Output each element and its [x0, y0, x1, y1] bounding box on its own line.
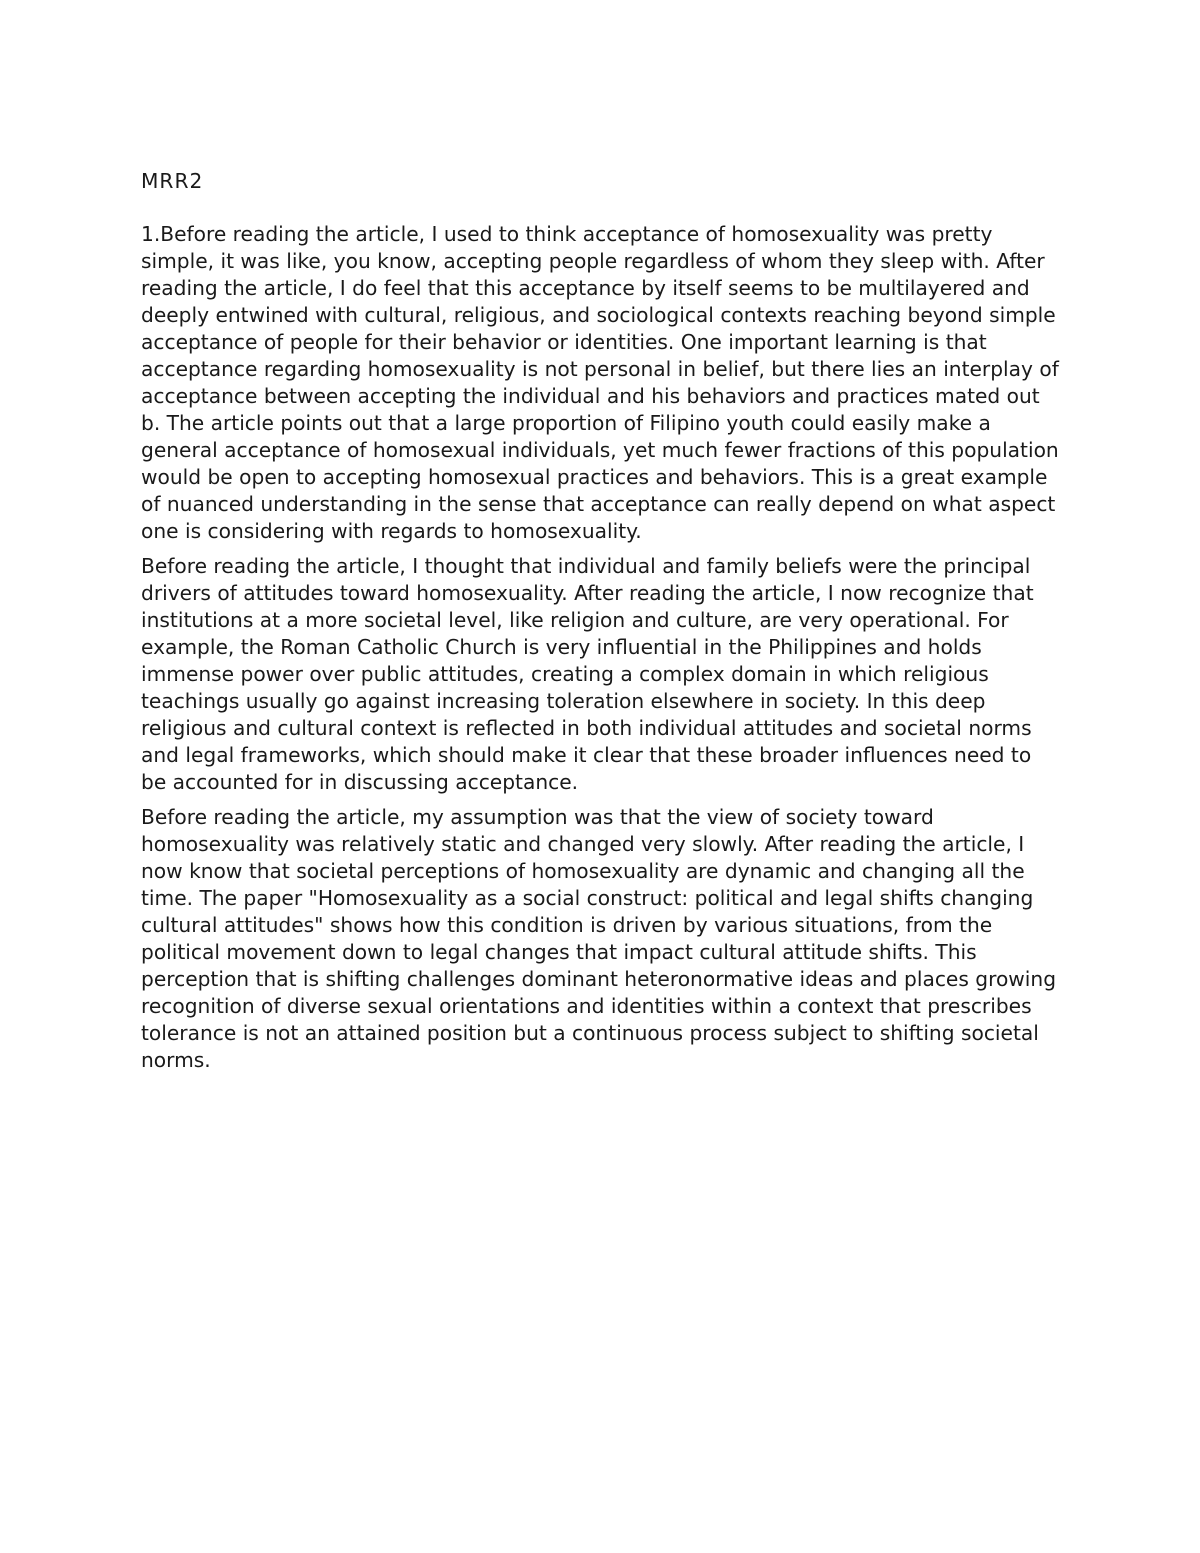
paragraph-2: Before reading the article, I thought that individual and family beliefs were the principal drivers of attitudes toward homosexuality. After reading the article, I now recognize that institutions at a more societal level, like religion and culture, are very operational. For example, the Roman Catholic Church is very influential in the Philippines and holds immense power over public attitudes, creating a complex domain in which religious teachings usually go against increasing toleration elsewhere in society. In this deep religious and cultural context is reflected in both individual attitudes and societal norms and legal frameworks, which should make it clear that these broader influences need to be accounted for in discussing acceptance.	[141, 554, 1034, 794]
paragraph-1: 1.Before reading the article, I used to think acceptance of homosexuality was pretty simple, it was like, you know, accepting people regardless of whom they sleep with. After reading the article, I do feel that this acceptance by itself seems to be multilayered and deeply entwined with cultural, religious, and sociological contexts reaching beyond simple acceptance of people for their behavior or identities. One important learning is that acceptance regarding homosexuality is not personal in belief, but there lies an interplay of acceptance between accepting the individual and his behaviors and practices mated out b. The article points out that a large proportion of Filipino youth could easily make a general acceptance of homosexual individuals, yet much fewer fractions of this population would be open to accepting homosexual practices and behaviors. This is a great example of nuanced understanding in the sense that acceptance can really depend on what aspect one is considering with regards to homosexuality.	[141, 222, 1059, 543]
paragraph-3: Before reading the article, my assumption was that the view of society toward homosexuality was relatively static and changed very slowly. After reading the article, I now know that societal perceptions of homosexuality are dynamic and changing all the time. The paper "Homosexuality as a social construct: political and legal shifts changing cultural attitudes" shows how this condition is driven by various situations, from the political movement down to legal changes that impact cultural attitude shifts. This perception that is shifting challenges dominant heteronormative ideas and places growing recognition of diverse sexual orientations and identities within a context that prescribes tolerance is not an attained position but a continuous process subject to shifting societal norms.	[141, 805, 1057, 1072]
document-title: MRR2	[141, 169, 204, 193]
document-body	[141, 168, 1059, 1082]
